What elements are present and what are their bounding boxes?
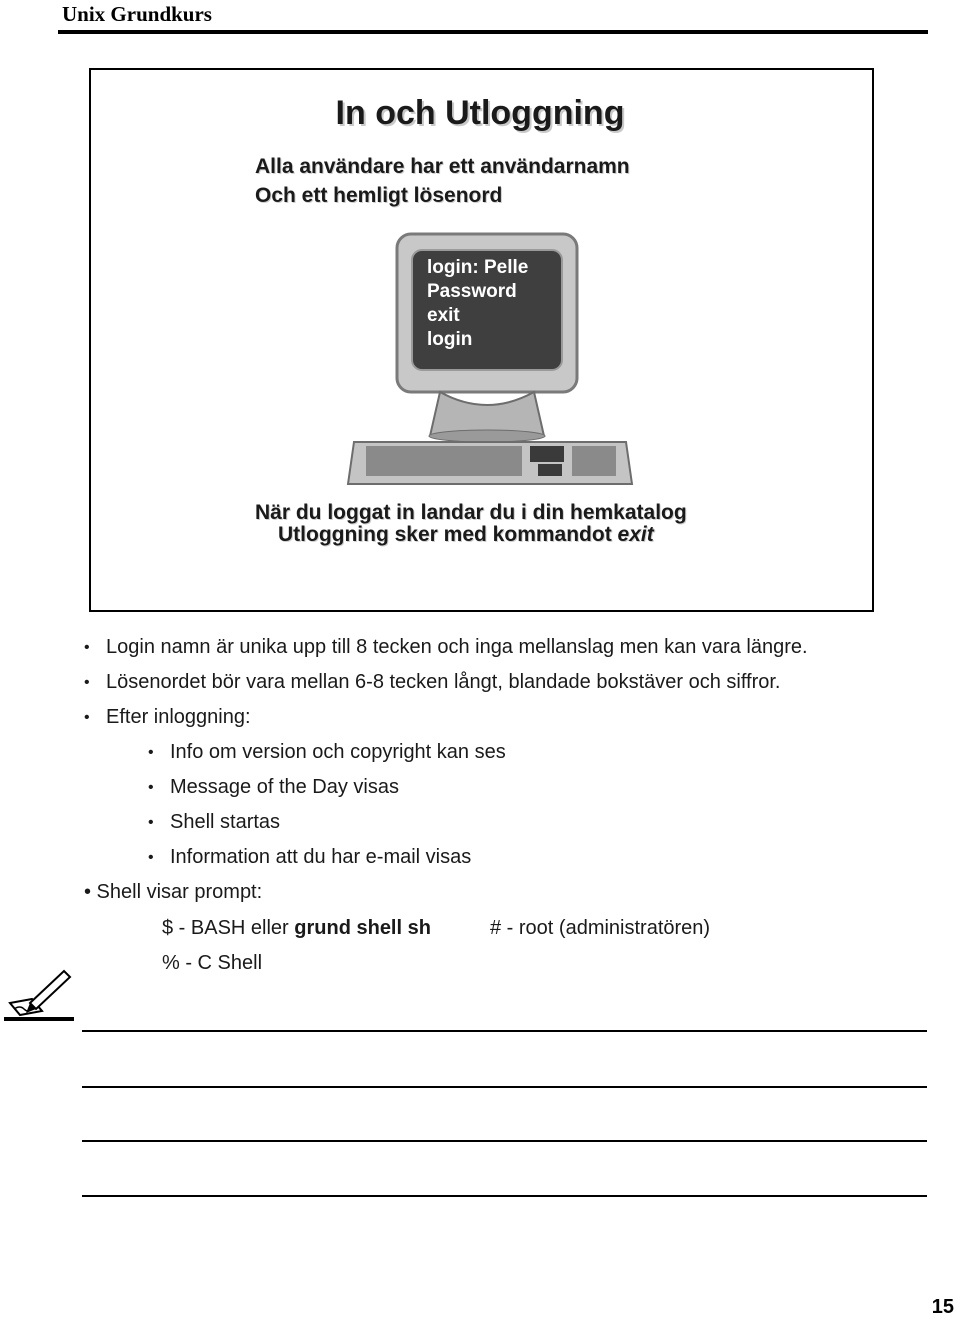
slide-footer-line-1: När du loggat in landar du i din hemkatalog: [255, 501, 687, 524]
document-header-title: Unix Grundkurs: [62, 2, 212, 26]
sub-bullet-motd: • Message of the Day visas: [170, 776, 399, 799]
slide-title: In och Utloggning: [335, 94, 625, 132]
bullet-after-login: • Efter inloggning:: [106, 706, 251, 729]
screen-line-2: Password: [427, 281, 517, 302]
prompt-root: # - root (administratören): [490, 917, 711, 939]
pencil-writing-icon: [2, 963, 76, 1025]
note-line-4: [82, 1195, 927, 1197]
header-rule: [58, 30, 928, 34]
sub-bullet-email: • Information att du har e-mail visas: [170, 846, 471, 869]
bullet-login-name: • Login namn är unika upp till 8 tecken och inga mellanslag men kan vara längre.: [106, 636, 808, 659]
prompt-bash-bold: grund shell sh: [294, 917, 431, 939]
sub-bullet-version: • Info om version och copyright kan ses: [170, 741, 506, 764]
slide-footer-line-2: [278, 523, 654, 547]
footer-prefix: Utloggning sker med kommandot: [278, 523, 618, 546]
prompt-c-shell: % - C Shell: [162, 952, 263, 974]
bullet-password: • Lösenordet bör vara mellan 6-8 tecken långt, blandade bokstäver och siffror.: [106, 671, 780, 694]
terminal-screen-text: [427, 256, 557, 352]
bullet-shell-prompt: • Shell visar prompt:: [84, 881, 263, 903]
note-line-2: [82, 1086, 927, 1088]
note-line-3: [82, 1140, 927, 1142]
slide-subtitle-line-1: Alla användare har ett användarnamn: [255, 155, 630, 178]
prompt-bash: [162, 917, 431, 940]
page-number: 15: [931, 1296, 954, 1318]
note-line-1: [82, 1030, 927, 1032]
prompt-bash-prefix: $ - BASH eller: [162, 917, 295, 939]
slide-subtitle-line-2: Och ett hemligt lösenord: [255, 184, 503, 207]
screen-line-3: exit: [427, 305, 460, 326]
screen-line-4: login: [427, 329, 473, 350]
sub-bullet-shell: • Shell startas: [170, 811, 280, 834]
exit-command: exit: [617, 523, 654, 546]
screen-line-1: login: Pelle: [427, 257, 529, 278]
